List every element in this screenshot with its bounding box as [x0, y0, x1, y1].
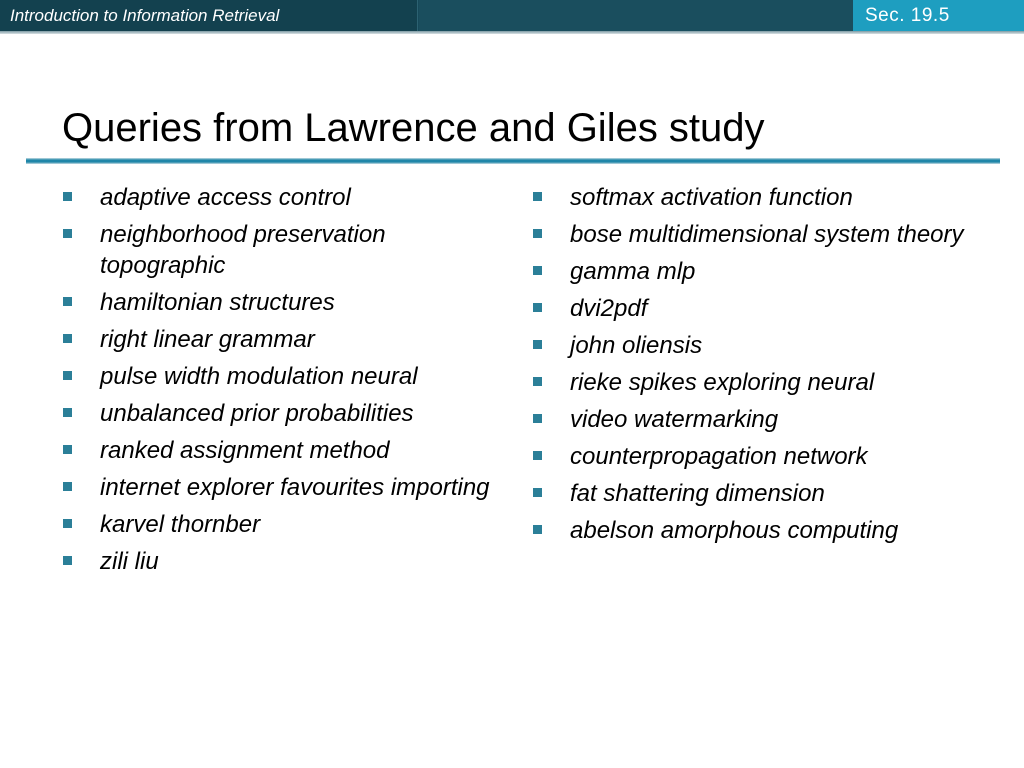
query-text: hamiltonian structures — [100, 289, 335, 316]
left-query-list — [62, 182, 502, 583]
list-item — [62, 287, 502, 318]
query-text: ranked assignment method — [100, 437, 390, 464]
query-text: bose multidimensional system theory — [570, 221, 964, 248]
query-text: softmax activation function — [570, 184, 853, 211]
list-item — [532, 478, 972, 509]
square-bullet-icon — [63, 445, 72, 454]
title-underline — [26, 158, 1000, 164]
list-item — [532, 219, 972, 250]
square-bullet-icon — [533, 229, 542, 238]
square-bullet-icon — [533, 414, 542, 423]
square-bullet-icon — [63, 482, 72, 491]
section-badge: Sec. 19.5 — [853, 0, 1024, 31]
square-bullet-icon — [63, 297, 72, 306]
list-item — [62, 435, 502, 466]
query-text: zili liu — [100, 548, 159, 575]
square-bullet-icon — [63, 519, 72, 528]
square-bullet-icon — [63, 408, 72, 417]
query-text: abelson amorphous computing — [570, 517, 899, 544]
list-item — [532, 182, 972, 213]
square-bullet-icon — [63, 371, 72, 380]
query-text: video watermarking — [570, 406, 779, 433]
list-item — [62, 546, 502, 577]
header-shadow — [0, 31, 1024, 34]
list-item — [62, 219, 502, 281]
query-text: internet explorer favourites importing — [100, 474, 490, 501]
list-item — [62, 182, 502, 213]
square-bullet-icon — [533, 525, 542, 534]
right-query-list — [532, 182, 972, 552]
list-item — [532, 515, 972, 546]
square-bullet-icon — [533, 377, 542, 386]
list-item — [62, 398, 502, 429]
header-bar — [0, 0, 1024, 31]
query-text: counterpropagation network — [570, 443, 868, 470]
list-item — [62, 324, 502, 355]
list-item — [532, 330, 972, 361]
square-bullet-icon — [533, 266, 542, 275]
list-item — [532, 256, 972, 287]
square-bullet-icon — [533, 488, 542, 497]
square-bullet-icon — [63, 192, 72, 201]
list-item — [532, 404, 972, 435]
list-item — [62, 472, 502, 503]
square-bullet-icon — [63, 229, 72, 238]
square-bullet-icon — [533, 451, 542, 460]
query-text: right linear grammar — [100, 326, 315, 353]
slide-title: Queries from Lawrence and Giles study — [62, 106, 765, 150]
query-text: rieke spikes exploring neural — [570, 369, 875, 396]
list-item — [532, 367, 972, 398]
square-bullet-icon — [63, 334, 72, 343]
square-bullet-icon — [533, 303, 542, 312]
query-text: pulse width modulation neural — [100, 363, 418, 390]
list-item — [532, 293, 972, 324]
course-title: Introduction to Information Retrieval — [0, 0, 418, 31]
query-text: john oliensis — [570, 332, 703, 359]
header-divider-block — [419, 0, 853, 31]
list-item — [62, 361, 502, 392]
square-bullet-icon — [533, 192, 542, 201]
query-text: unbalanced prior probabilities — [100, 400, 414, 427]
square-bullet-icon — [63, 556, 72, 565]
query-text: dvi2pdf — [570, 295, 648, 322]
square-bullet-icon — [533, 340, 542, 349]
query-text: adaptive access control — [100, 184, 351, 211]
list-item — [532, 441, 972, 472]
query-text: fat shattering dimension — [570, 480, 825, 507]
query-text: karvel thornber — [100, 511, 261, 538]
query-text: gamma mlp — [570, 258, 696, 285]
query-text: neighborhood preservation topographic — [100, 221, 386, 279]
list-item — [62, 509, 502, 540]
